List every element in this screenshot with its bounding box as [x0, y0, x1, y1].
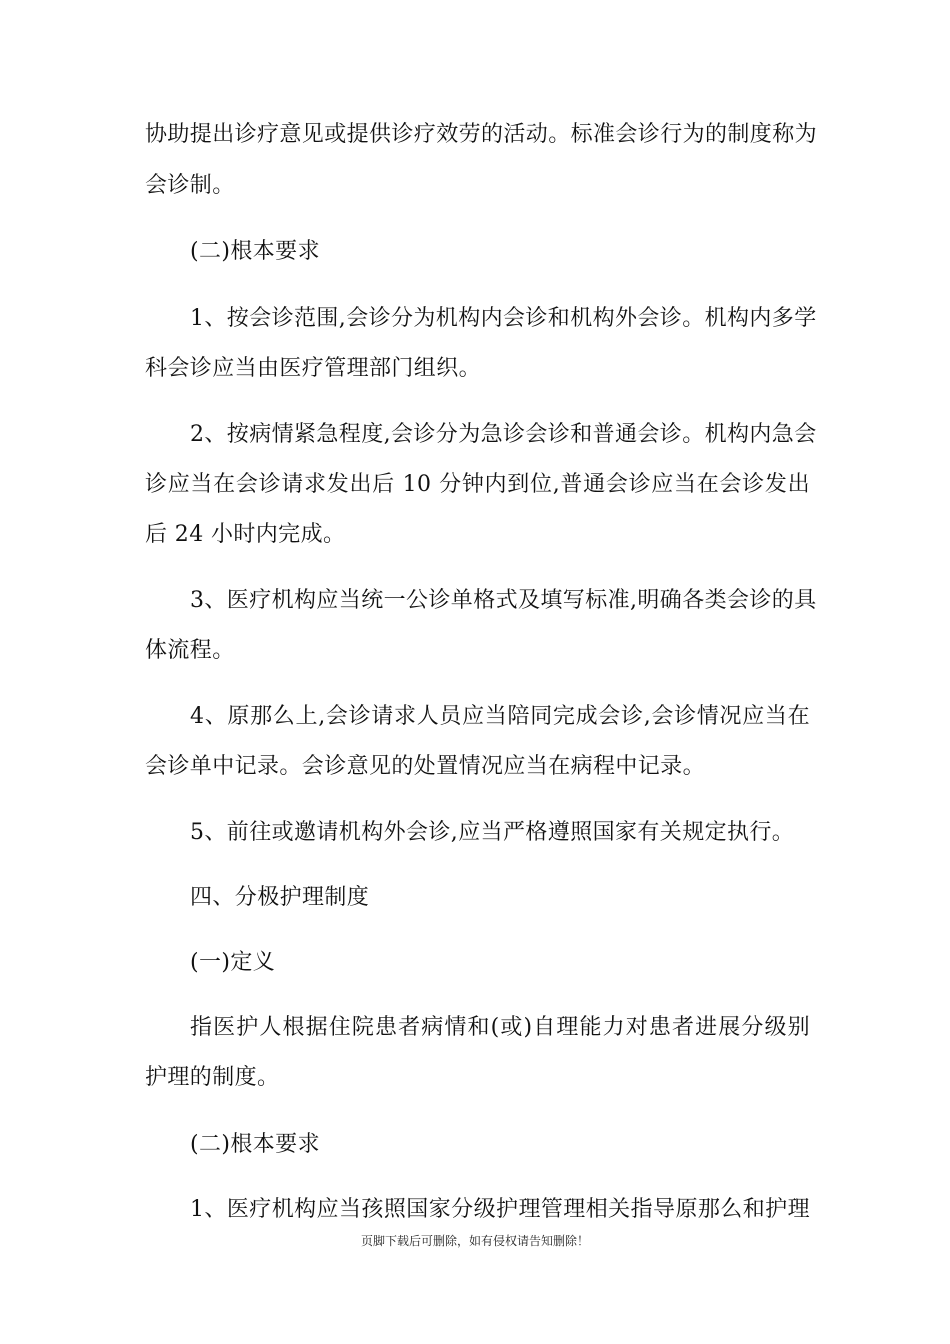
- section-heading: (二)根本要求: [190, 239, 320, 264]
- body-text-line: 会诊制。: [145, 173, 235, 198]
- body-text-line: 指医护人根据住院患者病情和(或)自理能力对患者进展分级别: [190, 1015, 810, 1040]
- list-item-text: 1、医疗机构应当孩照国家分级护理管理相关指导原那么和护理: [190, 1197, 810, 1222]
- body-text-line: 会诊单中记录。会诊意见的处置情况应当在病程中记录。: [145, 754, 706, 779]
- list-item-text: 2、按病情紧急程度,会诊分为急诊会诊和普通会诊。机构内急会: [190, 422, 817, 447]
- body-text-line: 科会诊应当由医疗管理部门组织。: [145, 356, 482, 381]
- list-item-text: 5、前往或邀请机构外会诊,应当严格遵照国家有关规定执行。: [190, 820, 795, 845]
- section-heading: (一)定义: [190, 950, 276, 975]
- body-text-line: 协助提出诊疗意见或提供诊疗效劳的活动。标准会诊行为的制度称为: [145, 122, 818, 147]
- section-heading: (二)根本要求: [190, 1132, 320, 1157]
- list-item-text: 4、原那么上,会诊请求人员应当陪同完成会诊,会诊情况应当在: [190, 704, 810, 729]
- body-text-line: 体流程。: [145, 638, 235, 663]
- body-text-line: 诊应当在会诊请求发出后 10 分钟内到位,普通会诊应当在会诊发出: [145, 472, 810, 497]
- list-item-text: 3、医疗机构应当统一公诊单格式及填写标准,明确各类会诊的具: [190, 588, 817, 613]
- body-text-line: 护理的制度。: [145, 1065, 280, 1090]
- section-heading: 四、分极护理制度: [190, 885, 370, 910]
- page-footer: 页脚下载后可删除，如有侵权请告知删除！: [360, 1234, 589, 1248]
- list-item-text: 1、按会诊范围,会诊分为机构内会诊和机构外会诊。机构内多学: [190, 306, 817, 331]
- body-text-line: 后 24 小时内完成。: [145, 522, 346, 547]
